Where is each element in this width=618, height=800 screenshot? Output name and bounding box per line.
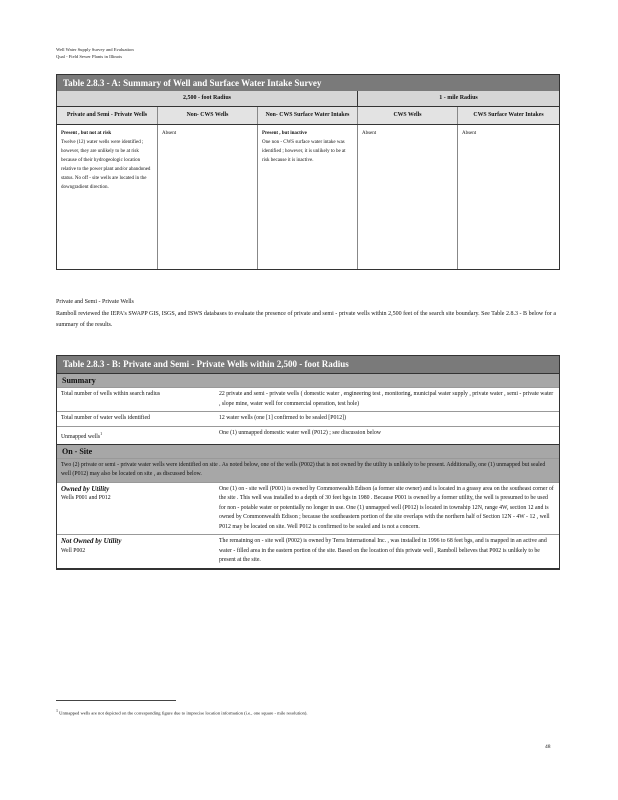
table-row bbox=[57, 426, 559, 444]
page-header bbox=[56, 46, 134, 60]
table-row bbox=[57, 387, 559, 411]
private-wells-status: Present , but not at risk bbox=[61, 131, 112, 136]
header-noncws-intakes: Non- CWS Surface Water Intakes bbox=[257, 107, 357, 124]
row-unmapped-label bbox=[57, 427, 215, 444]
header-cws-intakes: CWS Surface Water Intakes bbox=[457, 107, 559, 124]
cell-noncws-intakes bbox=[257, 125, 357, 269]
noncws-intakes-text: One non - CWS surface water intake was identified ; however, it is unlikely to be at risk because it is inactive. bbox=[262, 140, 346, 163]
unmapped-label-text: Unmapped wells bbox=[61, 433, 101, 440]
table-a-body bbox=[57, 125, 559, 269]
footnote-text: Unmapped wells are not depicted on the corresponding figure due to imprecise location information (i.e., one square - mile resolution). bbox=[59, 710, 308, 716]
cell-cws-wells: Absent bbox=[357, 125, 457, 269]
cell-cws-intakes: Absent bbox=[457, 125, 559, 269]
table-a-radius-row bbox=[57, 91, 559, 107]
not-owned-utility-heading: Not Owned by Utility bbox=[61, 537, 122, 546]
footnote-number: 1 bbox=[56, 708, 58, 713]
header-line-2: Qual - Field Sewer Plants in Illinois bbox=[56, 54, 123, 59]
row-water-wells-label: Total number of water wells identified bbox=[61, 415, 150, 421]
header-private-wells: Private and Semi - Private Wells bbox=[66, 112, 148, 118]
owned-utility-wells: Wells P001 and P012 bbox=[61, 495, 111, 502]
row-unmapped-value: One (1) unmapped domestic water well (P012) ; see discussion below bbox=[219, 429, 381, 436]
onsite-band: On - Site bbox=[57, 444, 559, 458]
footnote bbox=[56, 706, 546, 718]
not-owned-utility-text: The remaining on - site well (P002) is owned by Terra International Inc. , was installed in 1996 to 68 feet bgs, and is mapped in an active and water - filled area in the eastern portion of the site. Based on the location of this private well , Ramboll believes that P002 is unlikely to be present at the site. bbox=[219, 538, 547, 564]
summary-table-b bbox=[56, 355, 560, 570]
owned-utility-heading: Owned by Utility bbox=[61, 484, 110, 493]
section-paragraph: Ramboll reviewed the IEPA's SWAPP GIS, ISGS, and ISWS databases to evaluate the presence of private and semi - private wells within 2,500 feet of the search site boundary. See Table 2.8.3 - B below for a summary of the results. bbox=[56, 311, 556, 328]
table-row bbox=[57, 411, 559, 426]
owned-utility-text: One (1) on - site well (P001) is owned by Commonwealth Edison (a former site owner) and is located in a grassy area on the southeast corner of the site . This well was installed to a depth of 30 feet bgs in 1980 . Because P001 is owned by a former utility, the well is presumed to be used for non - potable water or potentially no longer in use. One (1) unmapped well (P012) is located in township 12N, range 4W, section 12 and is owned by Commonwealth Edison ; because the southeastern portion of the site overlaps with the northern half of Section 12N - 4W - 12 , well P012 may be located on site. Well P012 is confirmed to be sealed and is not a concern. bbox=[219, 485, 554, 530]
table-b-title: Table 2.8.3 - B: Private and Semi - Private Wells within 2,500 - foot Radius bbox=[57, 356, 559, 373]
header-noncws-wells: Non- CWS Wells bbox=[157, 107, 257, 124]
not-owned-utility-cell bbox=[57, 535, 215, 568]
section-heading: Private and Semi - Private Wells bbox=[56, 299, 134, 305]
cell-private-wells bbox=[57, 125, 157, 269]
owned-utility-cell bbox=[57, 483, 215, 535]
row-total-wells-value: 22 private and semi - private wells ( domestic water , engineering test , monitoring, municipal water supply , private water , semi - private water , slope mine, water well for commercial operation, test hole) bbox=[219, 391, 554, 407]
footnote-mark: 1 bbox=[100, 430, 103, 436]
noncws-intakes-status: Present , but inactive bbox=[262, 131, 307, 136]
header-cws-wells: CWS Wells bbox=[357, 107, 457, 124]
table-row bbox=[57, 482, 559, 535]
summary-band: Summary bbox=[57, 373, 559, 387]
cell-noncws-wells: Absent bbox=[157, 125, 257, 269]
private-wells-text: Twelve (12) water wells were identified ; however, they are unlikely to be at risk because of their hydrogeologic location relative to the power plant and/or abandoned status. No off - site wells are located in the downgradient direction. bbox=[61, 140, 151, 190]
page-number: 48 bbox=[545, 744, 551, 750]
onsite-note: Two (2) private or semi - private water wells were identified on site . As noted below, one of the wells (P002) that is not owned by the utility is unlikely to be present. Additionally, one (1) unmapped but sealed well (P012) may also be located on site , as discussed below. bbox=[57, 458, 559, 482]
table-row bbox=[57, 534, 559, 569]
header-line-1: Well Water Supply Survey and Evaluation bbox=[56, 47, 134, 52]
summary-table-a bbox=[56, 74, 560, 270]
table-a-headers bbox=[57, 107, 559, 125]
table-a-title: Table 2.8.3 - A: Summary of Well and Surface Water Intake Survey bbox=[57, 75, 559, 91]
row-total-wells-label: Total number of wells within search radius bbox=[61, 391, 161, 397]
footnote-divider bbox=[56, 700, 176, 701]
row-water-wells-value: 12 water wells (one [1] confirmed to be sealed [P012]) bbox=[219, 415, 347, 421]
radius-1mile: 1 - mile Radius bbox=[357, 91, 559, 106]
not-owned-utility-well: Well P002 bbox=[61, 547, 86, 554]
radius-2500ft: 2,500 - foot Radius bbox=[182, 95, 231, 101]
